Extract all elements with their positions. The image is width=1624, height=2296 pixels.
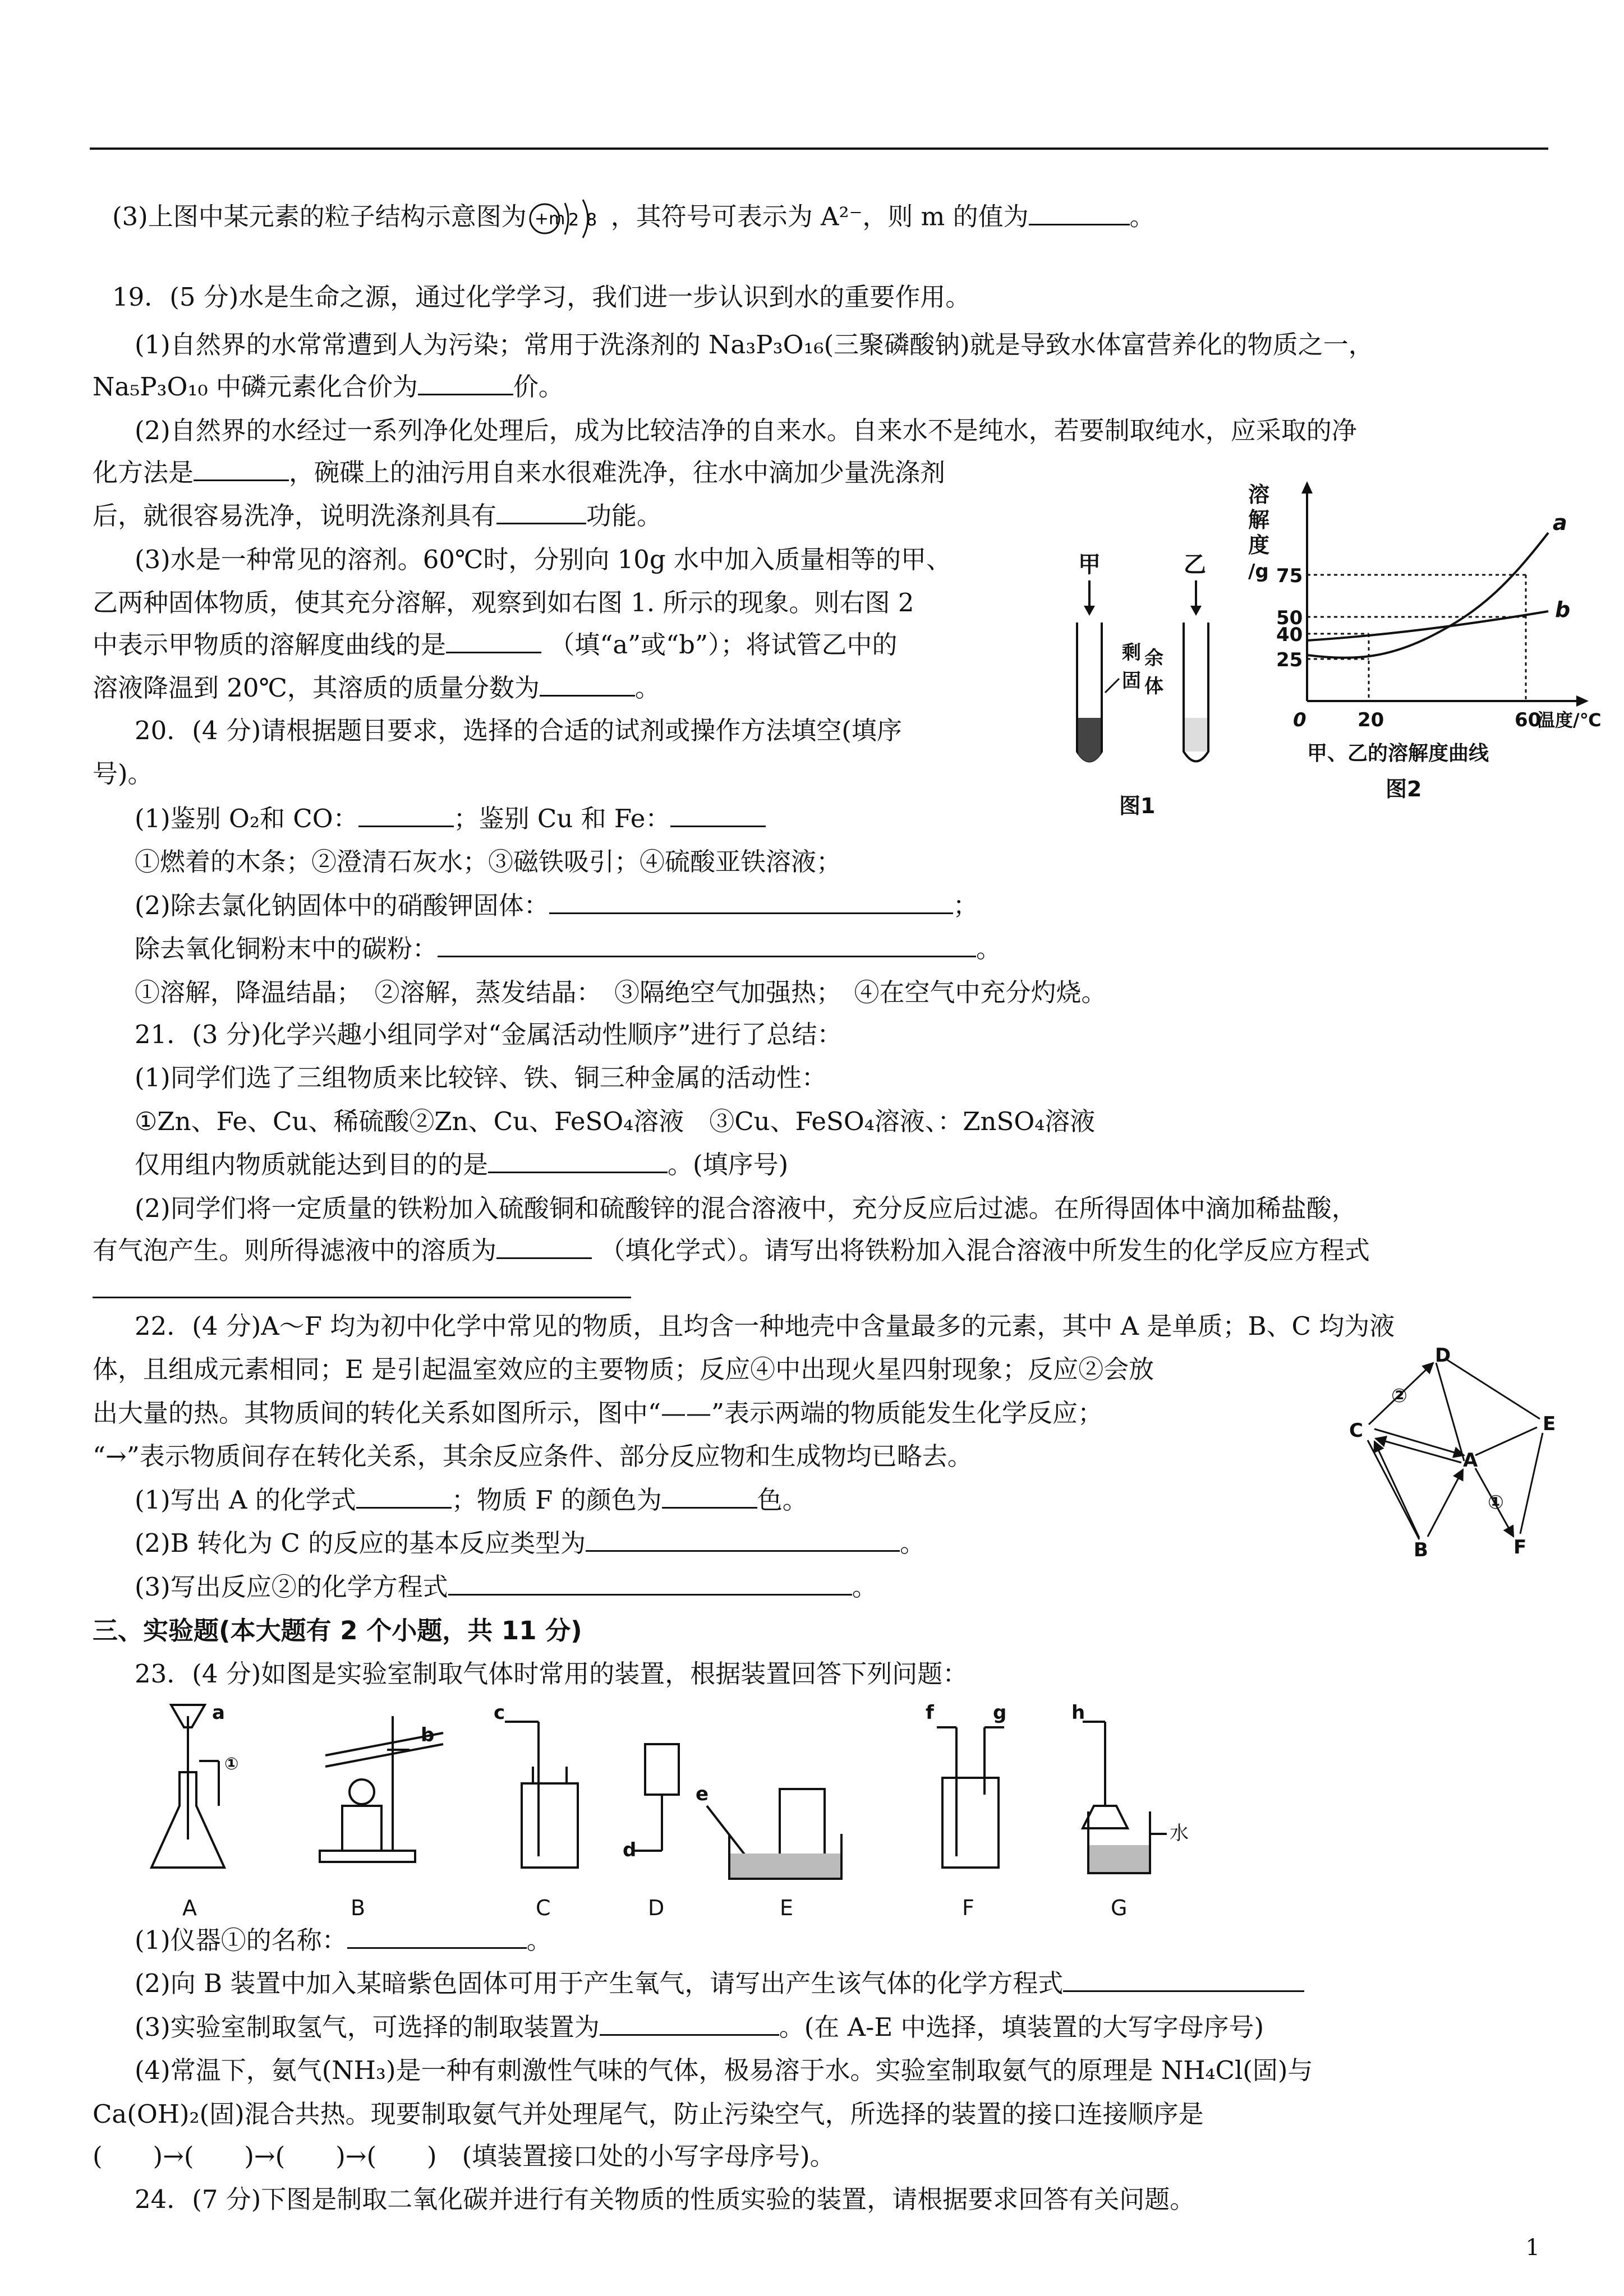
- q22-s3: (3)写出反应②的化学方程式 。: [135, 1572, 877, 1602]
- ylabel-char: 溶: [1248, 482, 1270, 507]
- header-rule: [90, 147, 1548, 150]
- port-label: a: [212, 1702, 225, 1724]
- q20-opts2: ①溶解，降温结晶； ②溶解，蒸发结晶： ③隔绝空气加强热； ④在空气中充分灼烧。: [135, 978, 1107, 1007]
- q19-p3a: (3)水是一种常见的溶剂。60℃时，分别向 10g 水中加入质量相等的甲、: [135, 545, 952, 574]
- q19-p2a: (2)自然界的水经过一系列净化处理后，成为比较洁净的自来水。自来水不是纯水，若要制取纯水，应采取的净: [135, 416, 1357, 445]
- q22-relation-diagram: [1335, 1340, 1582, 1582]
- q22-p-c: 出大量的热。其物质间的转化关系如图所示，图中“——”表示两端的物质能发生化学反应；: [93, 1398, 1103, 1428]
- curve-b: [1307, 611, 1548, 640]
- q21-p1q: 仅用组内物质就能达到目的的是 。(填序号): [135, 1150, 789, 1179]
- q22-s2: (2)B 转化为 C 的反应的基本反应类型为 。: [135, 1528, 926, 1558]
- q21-p1: (1)同学们选了三组物质来比较锌、铁、铜三种金属的活动性：: [135, 1063, 827, 1092]
- marker-label: ①: [224, 1754, 239, 1774]
- tube-jia-label: 甲: [1078, 552, 1101, 578]
- xtick: 20: [1358, 709, 1384, 731]
- port-label: b: [421, 1724, 435, 1746]
- q19-p1b: Na₅P₃O₁₀ 中磷元素化合价为 价。: [93, 372, 564, 402]
- q19-p3c: 中表示甲物质的溶解度曲线的是 （填“a”或“b”）；将试管乙中的: [93, 630, 898, 660]
- node-label: F: [1513, 1536, 1527, 1559]
- q20-title-b: 号)。: [93, 759, 153, 789]
- page-number: 1: [1525, 2235, 1540, 2261]
- residue-char: 固: [1122, 670, 1141, 692]
- curve-a: [1307, 533, 1548, 658]
- apparatus-label: C: [536, 1896, 551, 1920]
- apparatus-label: G: [1111, 1896, 1128, 1920]
- q19-p3b: 乙两种固体物质，使其充分溶解，观察到如右图 1. 所示的现象。则右图 2: [93, 588, 914, 617]
- ytick: 75: [1276, 565, 1303, 587]
- q20-p1: (1)鉴别 O₂和 CO： ；鉴别 Cu 和 Fe：: [135, 802, 766, 836]
- ylabel-char: 度: [1248, 533, 1270, 557]
- q21-p2b: 有气泡产生。则所得滤液中的溶质为 （填化学式）。请写出将铁粉加入混合溶液中所发生的化学反应方程式: [93, 1235, 1370, 1265]
- svg-text:2: 2: [568, 210, 579, 230]
- apparatus-label: B: [351, 1896, 366, 1920]
- q23-s3: (3)实验室制取氢气，可选择的制取装置为 。(在 A-E 中选择，填装置的大写字母序号): [135, 2012, 1264, 2042]
- q23-title: 23．(4 分)如图是实验室制取气体时常用的装置，根据装置回答下列问题：: [135, 1659, 968, 1689]
- node-label: A: [1463, 1449, 1478, 1472]
- node-label: C: [1349, 1419, 1363, 1442]
- node-label: D: [1435, 1344, 1451, 1367]
- q20-opts1: ①燃着的木条；②澄清石灰水；③磁铁吸引；④硫酸亚铁溶液；: [135, 847, 842, 877]
- q23-s1: (1)仪器①的名称： 。: [135, 1925, 552, 1955]
- figure-2-solubility-chart: [1245, 477, 1602, 824]
- q21-title: 21．(3 分)化学兴趣小组同学对“金属活动性顺序”进行了总结：: [135, 1020, 843, 1049]
- atom-structure-diagram: [527, 196, 611, 241]
- q22-p-d: “→”表示物质间存在转化关系，其余反应条件、部分反应物和生成物均已略去。: [93, 1441, 973, 1471]
- apparatus-label: D: [648, 1896, 665, 1920]
- q23-s2: (2)向 B 装置中加入某暗紫色固体可用于产生氧气，请写出产生该气体的化学方程式: [135, 1967, 1304, 2000]
- svg-text:8: 8: [586, 210, 597, 230]
- port-label: g: [993, 1702, 1007, 1724]
- node-label: E: [1543, 1413, 1556, 1435]
- ytick: 25: [1276, 649, 1303, 671]
- q23-s4b: Ca(OH)₂(固)混合共热。现要制取氨气并处理尾气，防止污染空气，所选择的装置的接口连接顺序是: [93, 2099, 1204, 2129]
- q19-p2c: 后，就很容易洗净，说明洗涤剂具有 功能。: [93, 501, 663, 531]
- figure-1-test-tubes: [1066, 550, 1234, 830]
- q22-s1: (1)写出 A 的化学式 ；物质 F 的颜色为 色。: [135, 1485, 808, 1515]
- q21-answer-line: [93, 1273, 631, 1307]
- curve-b-label: b: [1555, 597, 1571, 622]
- xtick: 0: [1293, 709, 1306, 731]
- q24-title: 24．(7 分)下图是制取二氧化碳并进行有关物质的性质实验的装置，请根据要求回答有关问题。: [135, 2184, 1195, 2214]
- q19-p2b: 化方法是 ，碗碟上的油污用自来水很难洗净，往水中滴加少量洗涤剂: [93, 458, 946, 487]
- fig2-caption: 图2: [1386, 777, 1422, 801]
- port-label: c: [494, 1702, 505, 1724]
- port-label: f: [926, 1702, 934, 1724]
- node-label: B: [1414, 1539, 1428, 1561]
- q23-apparatus-figure: [140, 1694, 1262, 1918]
- marker-label: ①: [1488, 1491, 1504, 1514]
- ytick: 40: [1276, 624, 1303, 646]
- q20-p2a: (2)除去氯化钠固体中的硝酸钾固体： ；: [135, 891, 978, 920]
- q20-title-a: 20．(4 分)请根据题目要求，选择的合适的试剂或操作方法填空(填序: [135, 716, 902, 745]
- residue-char: 体: [1144, 675, 1163, 698]
- q23-s4c: ( )→( )→( )→( ) (填装置接口处的小写字母序号)。: [93, 2141, 835, 2171]
- water-label: 水: [1170, 1822, 1189, 1845]
- q19-p3d: 溶液降温到 20℃，其溶质的质量分数为 。: [93, 673, 660, 703]
- q22-p-b: 体，且组成元素相同；E 是引起温室效应的主要物质；反应④中出现火星四射现象；反应②会放: [93, 1354, 1154, 1384]
- fig1-caption: 图1: [1119, 794, 1156, 818]
- apparatus-label: E: [780, 1896, 794, 1920]
- fig2-title: 甲、乙的溶解度曲线: [1307, 742, 1489, 765]
- q19-title: 19．(5 分)水是生命之源，通过化学学习，我们进一步认识到水的重要作用。: [112, 282, 971, 312]
- ylabel-char: 解: [1248, 508, 1270, 532]
- yunit: /g: [1248, 560, 1269, 583]
- svg-text:+m: +m: [534, 209, 565, 229]
- residue-char: 余: [1144, 647, 1163, 670]
- apparatus-label: F: [962, 1896, 974, 1920]
- q21-groups: ①Zn、Fe、Cu、稀硫酸②Zn、Cu、FeSO₄溶液 ③Cu、FeSO₄溶液、：ZnSO₄溶液: [135, 1106, 1096, 1136]
- port-label: h: [1071, 1702, 1085, 1724]
- q20-p2b: 除去氧化铜粉末中的碳粉： 。: [135, 934, 1002, 963]
- section-3-heading: 三、实验题(本大题有 2 个小题，共 11 分): [93, 1616, 582, 1645]
- curve-a-label: a: [1553, 510, 1567, 535]
- q23-s4a: (4)常温下，氨气(NH₃)是一种有刺激性气味的气体，极易溶于水。实验室制取氨气的原理是 NH₄Cl(固)与: [135, 2055, 1313, 2085]
- xtick: 60: [1515, 709, 1542, 731]
- q22-p-a: 22．(4 分)A～F 均为初中化学中常见的物质，且均含一种地壳中含量最多的元素，其中 A 是单质；B、C 均为液: [135, 1311, 1395, 1341]
- marker-label: ②: [1391, 1385, 1407, 1407]
- q19-p1a: (1)自然界的水常常遭到人为污染；常用于洗涤剂的 Na₃P₃O₁₆(三聚磷酸钠)就是导致水体富营养化的物质之一，: [135, 330, 1374, 359]
- port-label: d: [623, 1839, 637, 1861]
- apparatus-label: A: [182, 1896, 197, 1920]
- residue-char: 剩: [1122, 642, 1141, 664]
- q18-sub3: (3)上图中某元素的粒子结构示意图为 +m 2 8 ，其符号可表示为 A²⁻，则 m 的值为 。: [112, 196, 1155, 241]
- xlabel: 温度/℃: [1537, 709, 1602, 731]
- tube-yi-label: 乙: [1184, 552, 1206, 578]
- ytick: 50: [1276, 607, 1303, 629]
- port-label: e: [696, 1783, 709, 1805]
- q21-p2a: (2)同学们将一定质量的铁粉加入硫酸铜和硫酸锌的混合溶液中，充分反应后过滤。在所得固体中滴加稀盐酸，: [135, 1193, 1357, 1223]
